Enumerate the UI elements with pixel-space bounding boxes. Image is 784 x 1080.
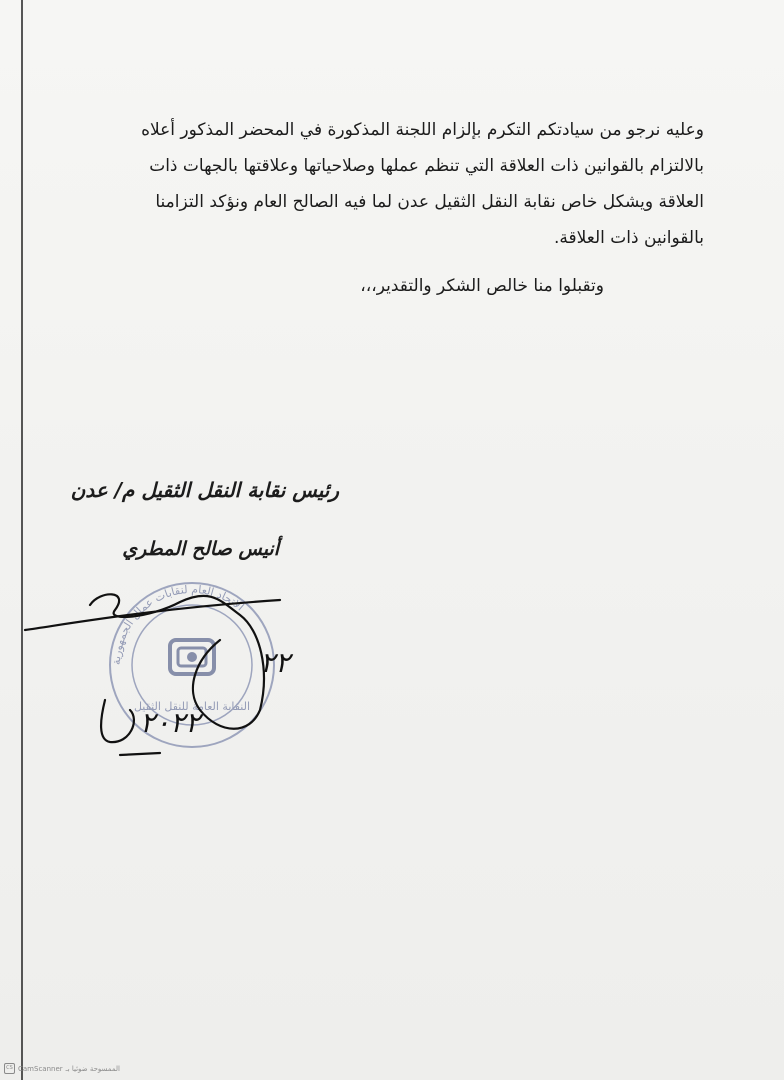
stamp-emblem-icon — [170, 640, 214, 674]
letter-line-1: وعليه نرجو من سيادتكم التكرم بإلزام اللجنة المذكورة في المحضر المذكور أعلاه — [141, 120, 704, 140]
handwritten-mark: ٢٢ — [260, 646, 291, 679]
scanner-footer-text: الممسوحة ضوئيا بـ — [65, 1064, 120, 1073]
letter-line-3: العلاقة ويشكل خاص نقابة النقل الثقيل عدن لما فيه الصالح العام ونؤكد التزامنا — [155, 192, 704, 212]
letter-line-2: بالالتزام بالقوانين ذات العلاقة التي تنظم عملها وصلاحياتها وعلاقتها بالجهات ذات — [149, 156, 704, 176]
closing-line: وتقبلوا منا خالص الشكر والتقدير،،، — [360, 276, 604, 296]
letter-body — [92, 112, 704, 256]
stamp-inner-text: النقابة العامة للنقل الثقيل — [133, 700, 251, 713]
left-margin-line — [21, 0, 23, 1080]
stamp-and-signature — [20, 560, 320, 770]
signatory-name: أنيس صالح المطري — [122, 538, 279, 560]
signatory-title: رئيس نقابة النقل الثقيل م/ عدن — [70, 478, 339, 502]
scanner-watermark — [4, 1063, 120, 1074]
scanner-label: CamScanner — [18, 1064, 63, 1073]
handwritten-year: ٢٠٢٢ — [140, 706, 201, 739]
stamp-ring-text: الاتحاد العام لنقابات عمال الجمهورية — [109, 582, 247, 666]
camscanner-icon: CS — [4, 1063, 15, 1074]
letter-line-4: بالقوانين ذات العلاقة. — [554, 228, 704, 248]
